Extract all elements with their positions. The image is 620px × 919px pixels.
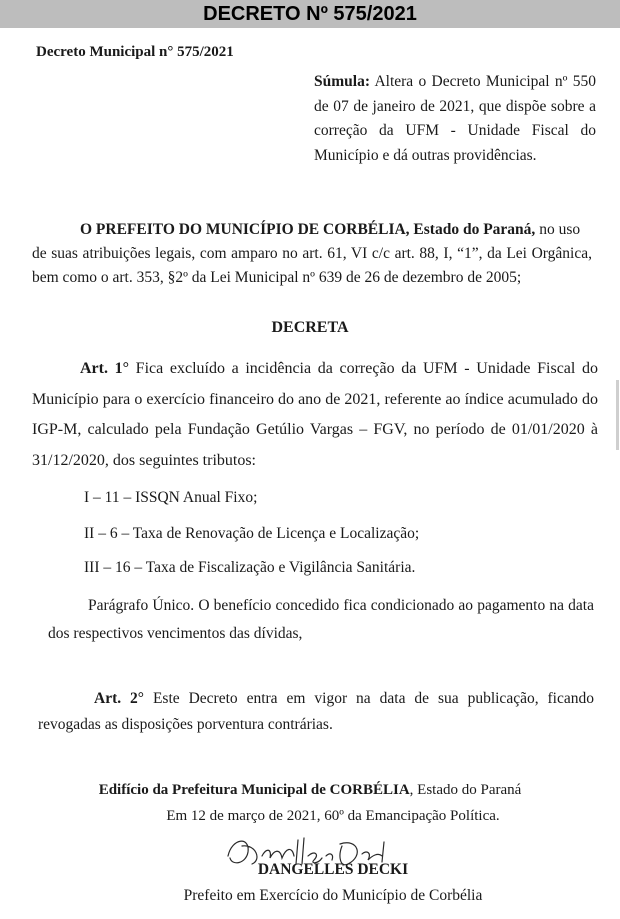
preamble-first-rest: no uso xyxy=(535,221,581,238)
preamble xyxy=(32,218,592,290)
preamble-bold: O PREFEITO DO MUNICÍPIO DE CORBÉLIA, Estado do Paraná, xyxy=(80,221,536,238)
decree-name: Decreto Municipal n° 575/2021 xyxy=(36,44,234,60)
sole-paragraph-text: Parágrafo Único. O benefício concedido fica condicionado ao pagamento na data dos respectivos vencimentos das dívidas, xyxy=(48,597,594,642)
preamble-first-line xyxy=(32,218,592,242)
sumula-block xyxy=(314,70,596,168)
sumula-text: Altera o Decreto Municipal nº 550 de 07 de janeiro de 2021, que dispõe sobre a correção da UFM - Unidade Fiscal do Município e dá outras providências. xyxy=(314,73,596,164)
article-1-label: Art. 1° xyxy=(80,360,130,377)
article-1 xyxy=(32,354,598,476)
list-item: I – 11 – ISSQN Anual Fixo; xyxy=(84,489,258,506)
closing-place-rest: , Estado do Paraná xyxy=(409,782,522,798)
closing-place xyxy=(0,778,620,802)
sole-paragraph xyxy=(48,592,594,648)
article-2 xyxy=(38,686,594,738)
signer-name: DANGELLES DECKI xyxy=(257,861,409,878)
signer-role: Prefeito em Exercício do Município de Corbélia xyxy=(183,887,483,904)
article-2-label: Art. 2° xyxy=(94,690,145,707)
closing-place-bold: Edifício da Prefeitura Municipal de CORBÉLIA xyxy=(98,782,410,798)
page-edge-mark xyxy=(616,380,619,450)
closing-date: Em 12 de março de 2021, 60º da Emancipação Política. xyxy=(166,808,500,824)
document-banner-title: DECRETO Nº 575/2021 xyxy=(0,0,620,28)
list-item: III – 16 – Taxa de Fiscalização e Vigilância Sanitária. xyxy=(84,559,416,576)
list-item: II – 6 – Taxa de Renovação de Licença e Localização; xyxy=(84,525,420,542)
sumula-label: Súmula: xyxy=(314,73,370,90)
article-2-text: Este Decreto entra em vigor na data de sua publicação, ficando revogadas as disposições porventura contrárias. xyxy=(38,690,595,733)
decreta-heading: DECRETA xyxy=(271,319,349,336)
article-1-text: Fica excluído a incidência da correção da UFM - Unidade Fiscal do Município para o exercício financeiro do ano de 2021, referente ao índice acumulado do IGP-M, calculado pela Fundação Getúlio Vargas – FGV, no período de 01/01/2020 à 31/12/2020, dos seguintes tributos: xyxy=(32,360,598,469)
preamble-text: de suas atribuições legais, com amparo no art. 61, VI c/c art. 88, I, “1”, da Lei Orgânica, bem como o art. 353, §2º da Lei Municipal nº 639 de 26 de dezembro de 2005; xyxy=(32,245,592,286)
